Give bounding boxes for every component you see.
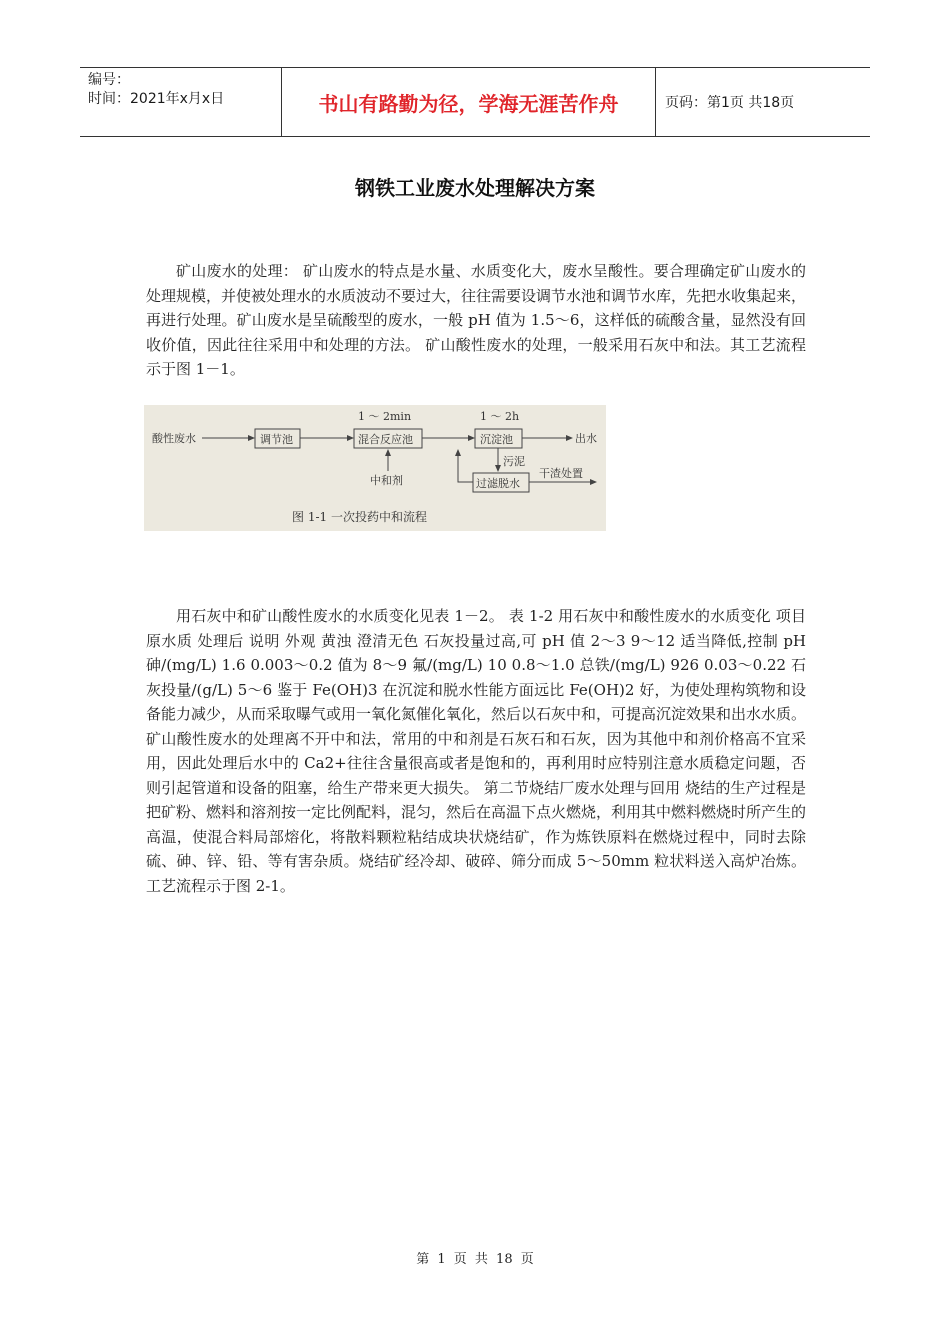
flow-reagent-label: 中和剂	[370, 474, 403, 487]
paragraph-1: 矿山废水的处理： 矿山废水的特点是水量、水质变化大，废水呈酸性。要合理确定矿山废水的处理规模，并使被处理水的水质波动不要过大，往往需要设调节水池和调节水库，先把水收集起来，再进行处理。矿山废水是呈硫酸型的废水，一般 pH 值为 1.5～6，这样低的硫酸含量，显然没有回收价值，因此往往采用中和处理的方法。 矿山酸性废水的处理，一般采用石灰中和法。其工艺流程示于图 1－1。	[146, 262, 807, 378]
flow-box-adjust-label: 调节池	[260, 433, 293, 446]
flow-time-2: 1 ～ 2h	[480, 410, 520, 423]
flow-time-1: 1 ～ 2min	[358, 410, 412, 423]
flow-sludge-label: 污泥	[503, 455, 525, 468]
page-footer: 第 1 页 共 18 页	[416, 1252, 534, 1267]
flow-box-mix-label: 混合反应池	[358, 433, 413, 446]
paragraph-2: 用石灰中和矿山酸性废水的水质变化见表 1－2。 表 1-2 用石灰中和酸性废水的水质变化 项目 原水质 处理后 说明 外观 黄浊 澄清无色 石灰投量过高,可 pH 值 2～3 9～12 适当降低,控制 pH 砷/(mg/L) 1.6 0.003～0.2 值为 8～9 氟/(mg/L) 10 0.8～1.0 总铁/(mg/L) 926 0.03～0.22 石灰投量/(g/L) 5～6 鉴于 Fe(OH)3 在沉淀和脱水性能方面远比 Fe(OH)2 好，为使处理构筑物和设备能力减少，从而采取曝气或用一氧化氮催化氧化，然后以石灰中和，可提高沉淀效果和出水水质。 矿山酸性废水的处理离不开中和法，常用的中和剂是石灰石和石灰，因为其他中和剂价格高不宜采用，因此处理后水中的 Ca2+往往含量很高或者是饱和的，再利用时应特别注意水质稳定问题，否则引起管道和设备的阻塞，给生产带来更大损失。 第二节烧结厂废水处理与回用 烧结的生产过程是把矿粉、燃料和溶剂按一定比例配料，混匀，然后在高温下点火燃烧，利用其中燃料燃烧时所产生的高温，使混合料局部熔化，将散料颗粒粘结成块状烧结矿，作为炼铁原料在燃烧过程中，同时去除硫、砷、锌、铅、等有害杂质。烧结矿经冷却、破碎、筛分而成 5～50mm 粒状料送入高炉冶炼。工艺流程示于图 2-1。	[146, 607, 807, 895]
date-label: 时间：2021年x月x日	[88, 91, 225, 107]
flow-box-filter-label: 过滤脱水	[476, 477, 520, 490]
header-meta	[80, 68, 282, 136]
flow-diagram-figure	[144, 405, 606, 531]
header-motto: 书山有路勤为径，学海无涯苦作舟	[282, 68, 656, 136]
flow-residue-label: 干渣处置	[539, 467, 583, 480]
header-page-label: 页码：第1页 共18页	[665, 95, 795, 111]
header-table	[80, 67, 870, 137]
flow-input-label: 酸性废水	[152, 432, 196, 445]
document-title: 钢铁工业废水处理解决方案	[355, 176, 595, 200]
flow-box-settle-label: 沉淀池	[480, 433, 513, 446]
figure-caption: 图 1-1 一次投药中和流程	[292, 510, 427, 524]
flow-arrow	[458, 450, 473, 482]
flow-diagram	[144, 405, 606, 531]
number-label: 编号：	[88, 72, 130, 88]
flow-output-label: 出水	[575, 432, 597, 445]
